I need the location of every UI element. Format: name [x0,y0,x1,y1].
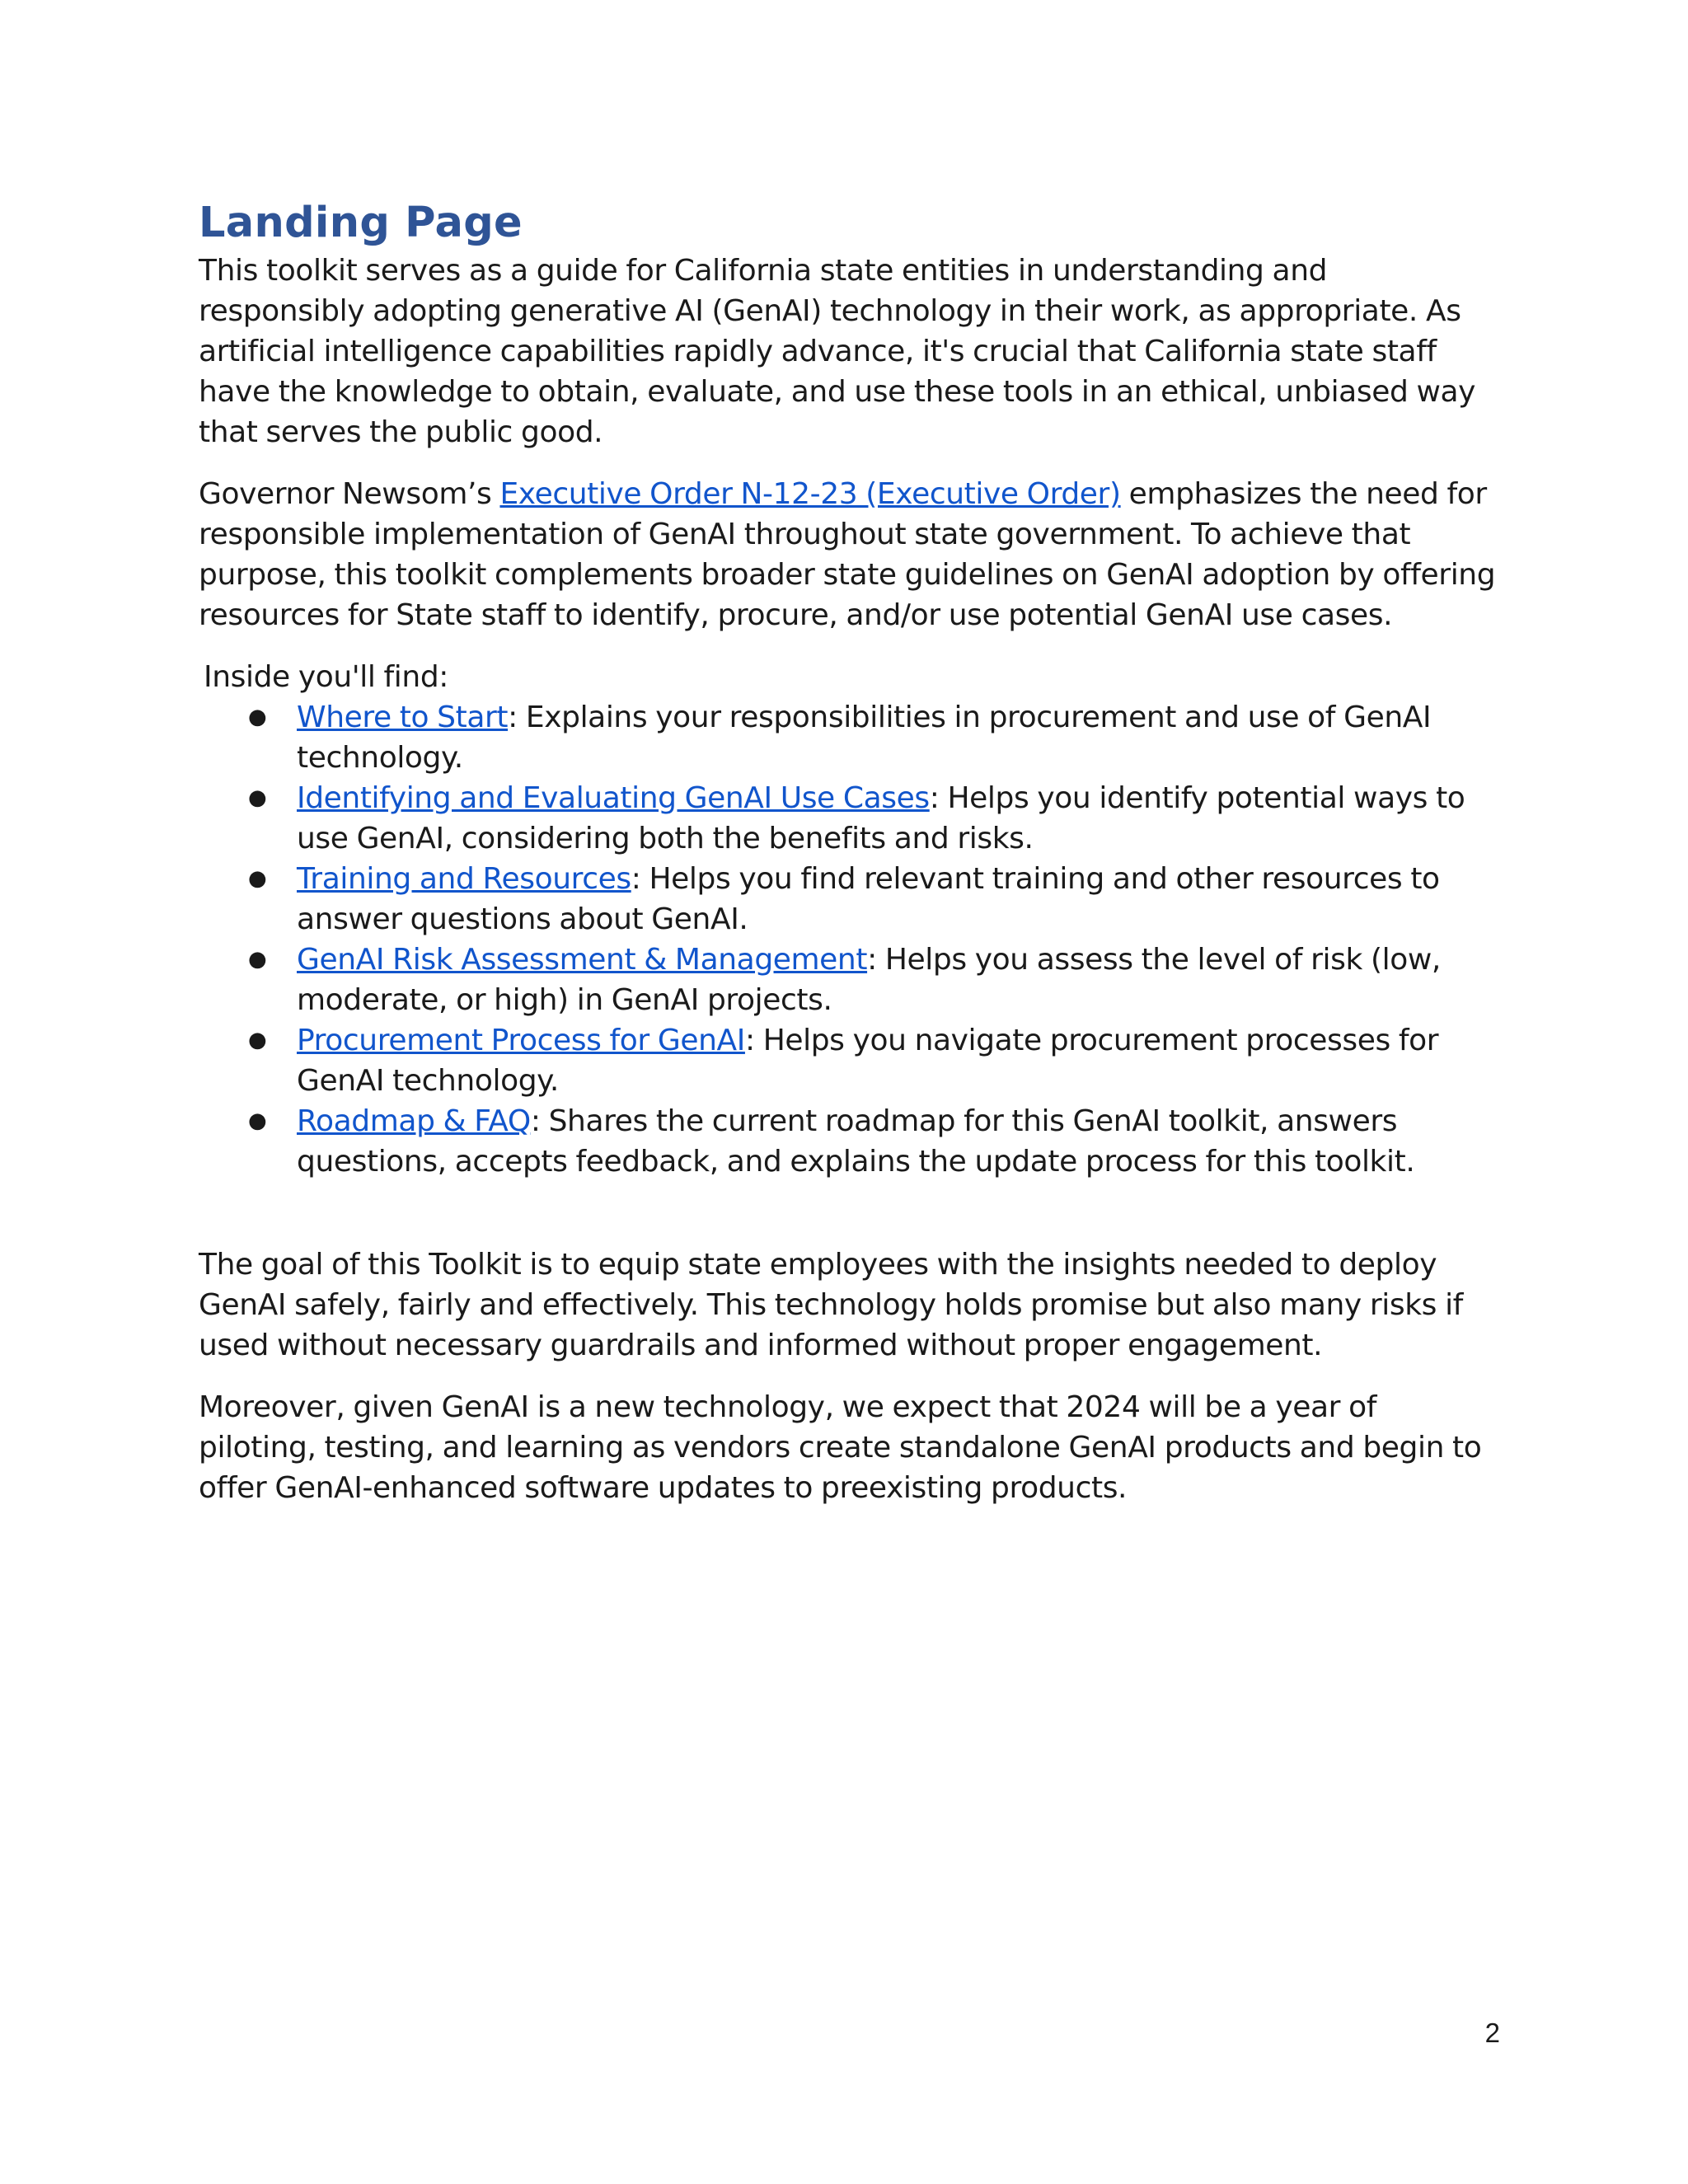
page-number: 2 [1484,2018,1500,2048]
document-page [199,198,1501,1508]
executive-order-paragraph [199,474,1501,635]
bullet-icon: ● [248,1028,267,1052]
identifying-use-cases-link[interactable]: Identifying and Evaluating GenAI Use Cases [297,781,930,815]
paragraph-text: emphasizes the need for responsible implementation of GenAI throughout state government. To achieve that purpose, this toolkit complements broader state guidelines on GenAI adoption by offering resources for State staff to identify, procure, and/or use potential GenAI use cases. [199,477,1496,632]
intro-paragraph: This toolkit serves as a guide for California state entities in understanding and responsibly adopting generative AI (GenAI) technology in their work, as appropriate. As artificial intelligence capabilities rapidly advance, it's crucial that California state staff have the knowledge to obtain, evaluate, and use these tools in an ethical, unbiased way that serves the public good. [199,254,1476,449]
risk-assessment-link[interactable]: GenAI Risk Assessment & Management [297,943,868,977]
list-item [199,940,1501,1020]
list-item [199,697,1501,778]
list-item-text: : Helps you find relevant training and other resources to answer questions about GenAI. [297,862,1440,936]
bullet-icon: ● [248,1108,267,1133]
paragraph-text: Governor Newsom’s [199,477,500,511]
page-title: Landing Page [199,199,523,247]
list-item [199,778,1501,859]
list-item [199,1101,1501,1182]
list-item [199,859,1501,940]
list-item-text: : Helps you navigate procurement processes for GenAI technology. [297,1024,1439,1098]
list-item [199,1020,1501,1101]
goal-paragraph: The goal of this Toolkit is to equip state employees with the insights needed to deploy GenAI safely, fairly and effectively. This technology holds promise but also many risks if used without necessary guardrails and informed without proper engagement. [199,1248,1463,1362]
training-resources-link[interactable]: Training and Resources [297,862,631,896]
where-to-start-link[interactable]: Where to Start [297,701,509,734]
list-intro: Inside you'll find: [204,660,448,694]
outlook-paragraph: Moreover, given GenAI is a new technology, we expect that 2024 will be a year of piloting, testing, and learning as vendors create standalone GenAI products and begin to offer GenAI-enhanced software updates to preexisting products. [199,1390,1482,1505]
bullet-icon: ● [248,705,267,729]
executive-order-link[interactable]: Executive Order N-12-23 (Executive Order) [499,477,1121,511]
list-item-text: : Shares the current roadmap for this GenAI toolkit, answers questions, accepts feedback, and explains the update process for this toolkit. [297,1104,1415,1179]
list-item-text: : Helps you identify potential ways to use GenAI, considering both the benefits and risks. [297,781,1465,855]
toolkit-sections-list [199,697,1501,1182]
roadmap-faq-link[interactable]: Roadmap & FAQ [297,1104,531,1138]
bullet-icon: ● [248,947,267,972]
procurement-process-link[interactable]: Procurement Process for GenAI [297,1024,745,1057]
list-item-text: : Helps you assess the level of risk (low, moderate, or high) in GenAI projects. [297,943,1441,1017]
bullet-icon: ● [248,785,267,810]
list-item-text: : Explains your responsibilities in procurement and use of GenAI technology. [297,701,1432,775]
bullet-icon: ● [248,866,267,891]
